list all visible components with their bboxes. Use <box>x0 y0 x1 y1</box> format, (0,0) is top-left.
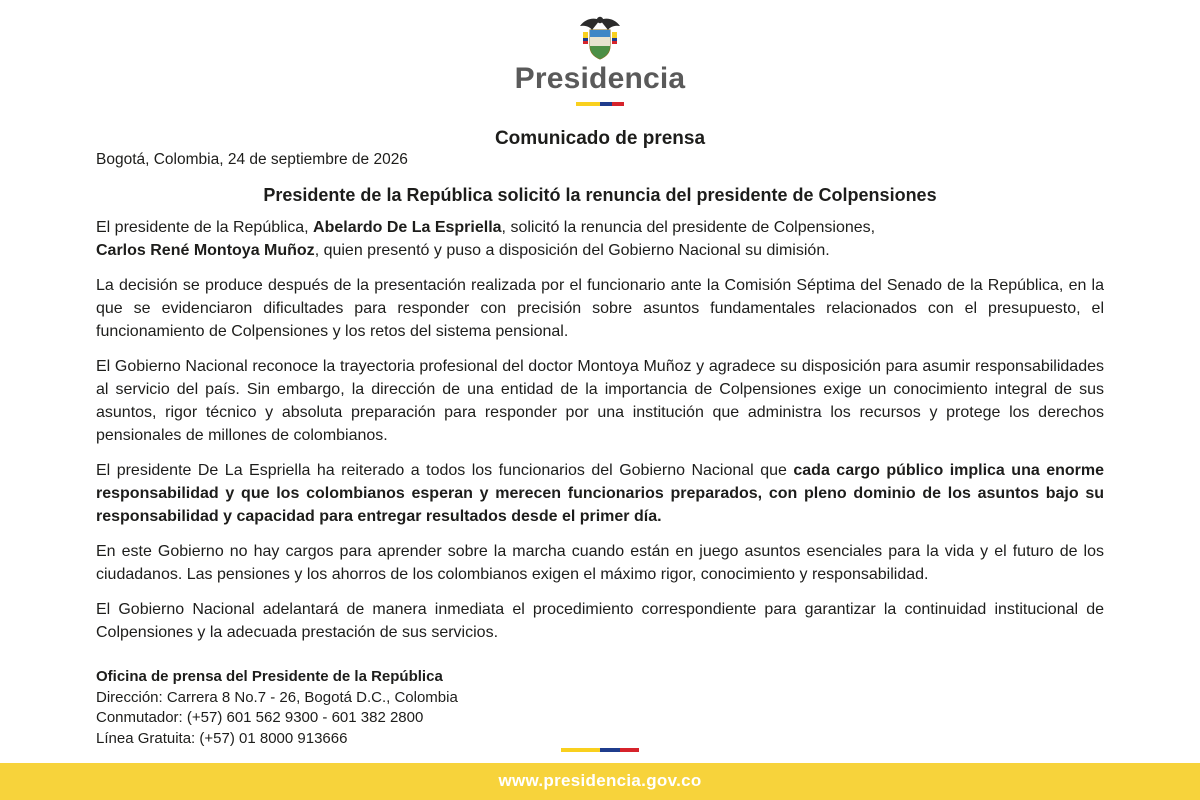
release-body <box>96 216 1104 656</box>
flag-yellow-stripe <box>561 748 600 752</box>
paragraph-6: El Gobierno Nacional adelantará de manera inmediata el procedimiento correspondiente para garantizar la continuidad institucional de Colpensiones y la adecuada prestación de sus servicios. <box>96 601 1104 641</box>
flag-yellow-stripe <box>576 102 600 106</box>
flag-blue-stripe <box>600 102 612 106</box>
president-name: Abelardo De La Espriella <box>313 219 502 236</box>
flag-red-stripe <box>612 102 624 106</box>
flag-stripe-footer <box>561 748 639 752</box>
paragraph-1-text: , quien presentó y puso a disposición del Gobierno Nacional su dimisión. <box>314 242 830 259</box>
paragraph-3: El Gobierno Nacional reconoce la trayectoria profesional del doctor Montoya Muñoz y agradece su disposición para asumir responsabilidades al servicio del país. Sin embargo, la dirección de una entidad de la importancia de Colpensiones exige un conocimiento integral de sus asuntos, rigor técnico y absoluta preparación para responder por una institución que administra los recursos y protege los derechos pensionales de millones de colombianos. <box>96 358 1104 444</box>
paragraph-1 <box>96 216 1104 262</box>
contact-block <box>96 667 458 749</box>
paragraph-4 <box>96 459 1104 528</box>
dateline: Bogotá, Colombia, 24 de septiembre de 2026 <box>96 151 408 168</box>
flag-stripe-header <box>576 102 624 106</box>
contact-toll-free: Línea Gratuita: (+57) 01 8000 913666 <box>96 729 348 747</box>
paragraph-1-text: El presidente de la República, <box>96 219 314 236</box>
contact-address: Dirección: Carrera 8 No.7 - 26, Bogotá D.C., Colombia <box>96 688 458 706</box>
paragraph-5: En este Gobierno no hay cargos para aprender sobre la marcha cuando están en juego asuntos esenciales para la vida y el futuro de los ciudadanos. Las pensiones y los ahorros de los colombianos exigen el máximo rigor, conocimiento y responsabilidad. <box>96 543 1104 583</box>
paragraph-2: La decisión se produce después de la presentación realizada por el funcionario ante la Comisión Séptima del Senado de la República, en la que se evidenciaron dificultades para responder con precisión sobre asuntos fundamentales relacionados con el presupuesto, el funcionamiento de Colpensiones y los retos del sistema pensional. <box>96 277 1104 340</box>
headline: Presidente de la República solicitó la renuncia del presidente de Colpensiones <box>263 185 937 205</box>
flag-blue-stripe <box>600 748 620 752</box>
footer-bar <box>0 763 1200 800</box>
release-title: Comunicado de prensa <box>494 128 706 149</box>
coat-of-arms-icon <box>578 14 622 62</box>
website-link[interactable]: www.presidencia.gov.co <box>498 771 702 790</box>
paragraph-4-emphasis: cada cargo público implica una enorme responsabilidad y que los colombianos esperan y merecen funcionarios preparados, con pleno dominio de los asuntos bajo su responsabilidad y capacidad para entregar resultados desde el primer día. <box>96 462 1104 525</box>
official-name: Carlos René Montoya Muñoz <box>96 242 315 259</box>
paragraph-1-text: , solicitó la renuncia del presidente de Colpensiones, <box>501 219 876 236</box>
contact-switchboard: Conmutador: (+57) 601 562 9300 - 601 382 2800 <box>96 709 424 726</box>
paragraph-4-text: El presidente De La Espriella ha reiterado a todos los funcionarios del Gobierno Nacional que <box>96 462 794 479</box>
contact-title: Oficina de prensa del Presidente de la República <box>96 668 443 685</box>
flag-red-stripe <box>620 748 639 752</box>
header <box>0 0 1200 110</box>
brand-name: Presidencia <box>514 62 686 95</box>
